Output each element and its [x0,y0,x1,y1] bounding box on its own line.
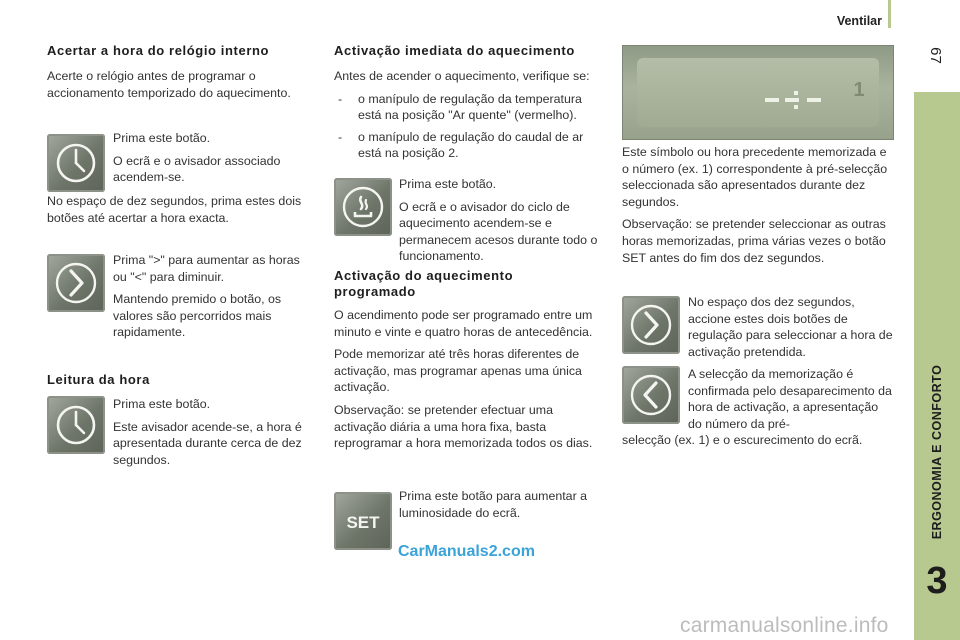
text-line: Prima este botão. [113,397,211,411]
chapter-title: ERGONOMIA E CONFORTO [930,364,944,540]
set-label-icon [334,492,392,550]
clock-icon [47,396,105,454]
set-clock-intro: Acerte o relógio antes de programar o accionamento temporizado do aquecimento. [47,69,291,100]
page-number: 67 [926,47,944,64]
title-line: Activação do aquecimento [334,268,514,283]
list-item: - o manípulo de regulação da temperatura está na posição "Ar quente" (vermelho). [334,91,606,124]
clock-button-description [113,130,313,192]
set-button-description: Prima este botão para aumentar a luminosidade do ecrã. [399,489,588,520]
text-line: Este avisador acende-se, a hora é apresentada durante cerca de dez segundos. [113,419,302,467]
list-item: - o manípulo de regulação do caudal de ar está na posição 2. [334,129,606,162]
section-title-immediate-heating: Activação imediata do aquecimento [334,43,575,58]
set-button[interactable] [334,492,392,550]
heating-button-description [399,176,599,271]
title-line: programado [334,284,416,299]
watermark-carmanualsonline: carmanualsonline.info [680,614,889,637]
paragraph: Este símbolo ou hora precedente memorizada e o número (ex. 1) correspondente à pré-selecção seleccionada são apresentados durante dez segundos. [622,145,888,209]
confirmation-description: A selecção da memorização é confirmada pelo desaparecimento da hora de activação, a apresentação do número da pré- [688,367,892,431]
heating-button[interactable] [334,178,392,236]
watermark-carmanuals2: CarManuals2.com [398,543,535,560]
flame-icon [334,178,392,236]
immediate-heating-intro: Antes de acender o aquecimento, verifique se: [334,69,590,83]
display-screen [637,58,879,127]
text-line: O ecrã e o avisador associado acendem-se. [113,153,281,185]
next-button[interactable] [47,254,105,312]
adjust-buttons-description: No espaço dos dez segundos, accione estes dois botões de regulação para seleccionar a hora de activação pretendida. [688,295,893,359]
section-title-read-time: Leitura da hora [47,372,150,387]
display-segments-icon [637,58,879,127]
paragraph: Observação: se pretender efectuar uma activação diária a uma hora fixa, basta reprogramar a hora memorizada todos os dias. [334,402,593,451]
next-button-2[interactable] [622,296,680,354]
previous-button[interactable] [622,366,680,424]
arrow-buttons-description [113,252,313,347]
paragraph: Pode memorizar até três horas diferentes de activação, mas programar apenas uma única activação. [334,347,582,395]
display-digit: 1 [853,79,865,101]
immediate-heating-panel [334,68,606,168]
clock-icon [47,134,105,192]
text-line: Prima este botão. [113,131,211,145]
chevron-right-icon [622,296,680,354]
chapter-number: 3 [926,560,948,602]
paragraph: O acendimento pode ser programado entre um minuto e vinte e quatro horas de antecedência. [334,308,593,339]
set-clock-instruction: No espaço de dez segundos, prima estes dois botões até acertar a hora exacta. [47,194,302,225]
section-title-programmed-heating [334,268,513,300]
text-line: Mantendo premido o botão, os valores são percorridos mais rapidamente. [113,292,282,340]
chevron-left-icon [622,366,680,424]
section-title-set-clock: Acertar a hora do relógio interno [47,43,270,58]
display-description [622,144,894,272]
read-time-description [113,396,313,474]
text-line: Prima ">" para aumentar as horas ou "<" para diminuir. [113,253,300,284]
chevron-right-icon [47,254,105,312]
set-button-label: SET [346,513,380,532]
section-header: Ventilar [836,14,882,28]
paragraph: Observação: se pretender seleccionar as outras horas memorizadas, prima várias vezes o botão SET antes do fim dos dez segundos. [622,217,886,265]
precondition-list [334,91,606,162]
heater-display [622,45,894,140]
text-line: Prima este botão. [399,177,497,191]
clock-button[interactable] [47,134,105,192]
header-accent-bar [888,0,891,28]
text-line: O ecrã e o avisador do ciclo de aquecimento acendem-se e permanecem acesos durante todo o funcionamento. [399,199,598,264]
clock-button-2[interactable] [47,396,105,454]
programmed-heating-body [334,307,596,458]
confirmation-description-end: selecção (ex. 1) e o escurecimento do ecrã. [622,433,863,447]
